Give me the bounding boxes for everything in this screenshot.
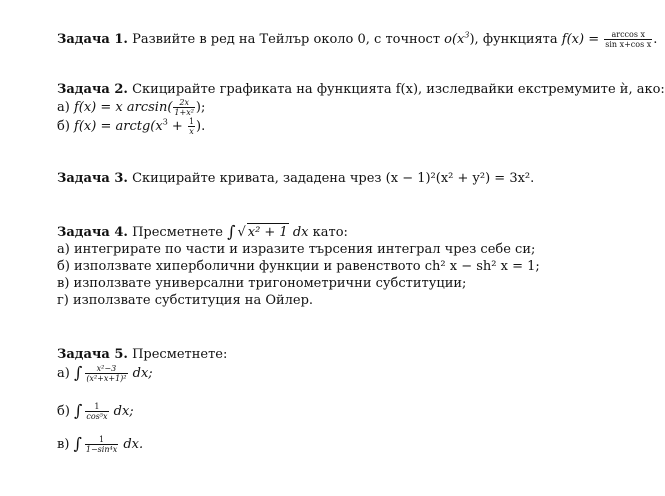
problem-3-label: Задача 3. xyxy=(57,171,128,186)
problem-1-fx: f(x) = xyxy=(561,32,600,47)
problem-5-item-b-fraction: $\frac{1}{\text{cos⁵x}}$ xyxy=(86,402,108,421)
integral-sign: ∫ xyxy=(73,434,82,453)
problem-2-item-a-lhs: f(x) = x arcsin( xyxy=(73,100,173,115)
problem-5-item-c-fraction: $\frac{1}{\text{1−sin⁴x}}$ xyxy=(85,435,118,454)
problem-1-line xyxy=(57,30,658,49)
problem-2-item-b-end: ). xyxy=(196,119,206,134)
problem-3-text: Скицирайте кривата, зададена чрез (x − 1)²(x² + y²) = 3x². xyxy=(132,171,535,186)
problem-5-label: Задача 5. xyxy=(57,347,128,362)
problem-1-frac-num: arccos x xyxy=(604,30,652,40)
problem-2-item-b xyxy=(57,117,641,136)
problem-4-dx: dx xyxy=(292,225,309,240)
problem-2-item-a-end: ); xyxy=(195,100,206,115)
integral-sign: ∫ xyxy=(74,401,83,420)
sqrt-sign: √ xyxy=(237,225,246,240)
problem-5-item-a-fraction: $\frac{\text{x²−3}}{\text{(x²+x+1)²}}$ xyxy=(86,364,127,383)
problem-4 xyxy=(57,222,641,309)
problem-2-label: Задача 2. xyxy=(57,82,128,97)
problem-4-radicand: x² + 1 xyxy=(247,225,288,240)
problem-3-line xyxy=(57,170,641,187)
problem-4-item: б) използвате хиперболични функции и равенството ch² x − sh² x = 1; xyxy=(57,259,540,274)
problem-5-item-c: в) ∫ $\frac{1}{\text{1−sin⁴x}}$ dx. xyxy=(57,434,144,454)
problem-1-order: $o(x^3)$, xyxy=(444,30,479,47)
problem-2-item-b-mid: + xyxy=(167,119,187,134)
problem-2-line xyxy=(57,81,665,98)
problem-2-item-b-prefix: б) xyxy=(57,119,70,134)
problem-4-item: в) използвате универсални тригонометрични субституции; xyxy=(57,276,467,291)
problem-5-item-b: б) ∫ $\frac{1}{\text{cos⁵x}}$ dx; xyxy=(57,401,134,421)
problem-2-text: Скицирайте графиката на функцията f(x), изследвайки екстремумите ѝ, ако: xyxy=(132,82,665,97)
problem-4-item: г) използвате субституция на Ойлер. xyxy=(57,293,314,308)
problem-1-end: . xyxy=(653,32,658,47)
problem-1-label: Задача 1. xyxy=(57,32,128,47)
problem-3 xyxy=(57,170,641,187)
problem-2-item-a-prefix: а) xyxy=(57,100,70,115)
problem-5-line xyxy=(57,346,641,363)
problem-1-frac-den: sin x+cos x xyxy=(605,40,652,49)
problem-2-item-a-fraction: $\frac{2x}{\text{1+x²}}$ xyxy=(174,98,194,117)
problem-5-text: Пресметнете: xyxy=(132,347,228,362)
problem-4-line xyxy=(57,222,641,241)
problem-4-label: Задача 4. xyxy=(57,225,128,240)
problem-4-text-before: Пресметнете xyxy=(132,225,223,240)
problem-5-item-a: а) ∫ $\frac{\text{x²−3}}{\text{(x²+x+1)²}}$ dx; xyxy=(57,363,153,383)
problem-2-item-b-sup: 3 xyxy=(162,117,168,127)
problem-1-text-middle: функцията xyxy=(482,32,558,47)
integral-sign: ∫ xyxy=(227,222,236,241)
problem-2-item-b-fraction: $\frac{1}{x}$ xyxy=(188,117,195,136)
problem-5 xyxy=(57,346,641,454)
integral-sign: ∫ xyxy=(73,363,83,382)
problem-1-text-before: Развийте в ред на Тейлър около 0, с точност xyxy=(132,32,441,47)
problem-2-item-b-lhs: f(x) = arctg(x xyxy=(74,119,163,134)
problem-2-item-a xyxy=(57,98,641,117)
problem-1 xyxy=(57,30,658,49)
problem-2 xyxy=(57,81,665,136)
problem-4-item: а) интегрирате по части и изразите търсения интеграл чрез себе си; xyxy=(57,242,536,257)
problem-4-text-after: като: xyxy=(312,225,348,240)
problem-1-fraction xyxy=(604,30,652,49)
